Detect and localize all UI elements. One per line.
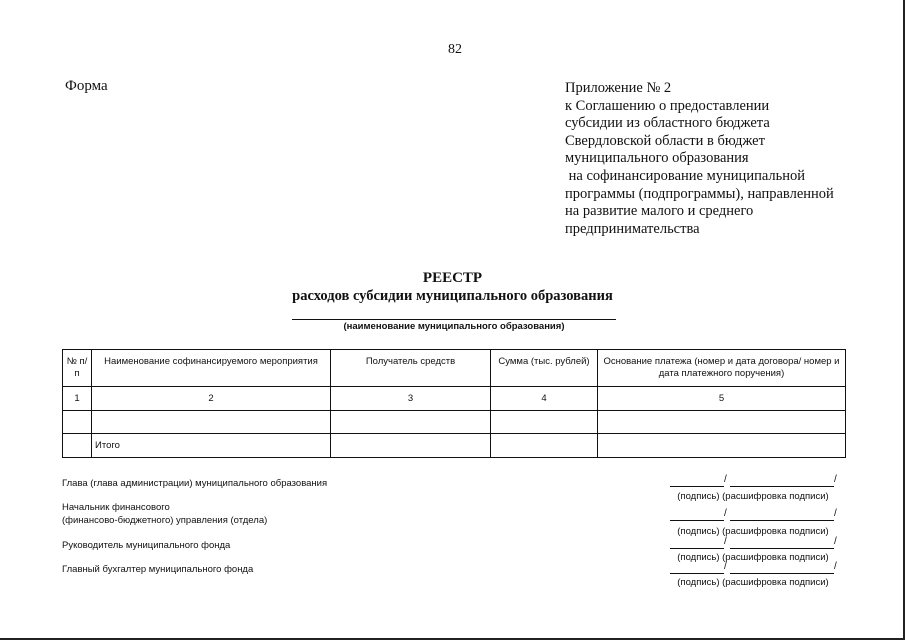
table-cell[interactable] — [92, 411, 331, 434]
column-number: 1 — [63, 387, 92, 411]
table-cell[interactable] — [331, 411, 491, 434]
column-number: 4 — [491, 387, 598, 411]
column-number: 5 — [598, 387, 846, 411]
table-cell[interactable] — [598, 411, 846, 434]
appendix-line: предпринимательства — [565, 220, 700, 237]
table-cell[interactable] — [491, 411, 598, 434]
appendix-line: Свердловской области в бюджет — [565, 132, 765, 149]
header-activity: Наименование софинансируемого мероприятия — [92, 350, 331, 387]
header-payment-basis: Основание платежа (номер и дата договора/ номер и дата платежного поручения) — [598, 350, 846, 387]
signature-caption: (подпись) (расшифровка подписи) — [677, 577, 829, 588]
signature-label: Начальник финансового (финансово-бюджетного) управления (отдела) — [62, 502, 268, 526]
table-cell[interactable] — [63, 411, 92, 434]
column-number: 3 — [331, 387, 491, 411]
registry-table — [62, 349, 846, 458]
column-number: 2 — [92, 387, 331, 411]
signature-caption: (подпись) (расшифровка подписи) — [677, 491, 829, 502]
appendix-line: к Соглашению о предоставлении — [565, 97, 770, 114]
form-label: Форма — [65, 78, 108, 94]
municipality-caption: (наименование муниципального образования) — [343, 321, 565, 332]
signature-label: Глава (глава администрации) муниципального образования — [62, 478, 328, 489]
page-number: 82 — [448, 42, 462, 57]
appendix-line: муниципального образования — [565, 150, 749, 167]
appendix-line: Приложение № 2 — [565, 80, 672, 96]
appendix-line: программы (подпрограммы), направленной — [565, 185, 834, 202]
total-sum-cell[interactable] — [491, 434, 598, 458]
signature-line[interactable]: / / — [670, 512, 834, 521]
table-header-row — [63, 350, 846, 387]
signature-caption: (подпись) (расшифровка подписи) — [677, 526, 829, 537]
signature-label: Руководитель муниципального фонда — [62, 540, 231, 551]
header-recipient: Получатель средств — [331, 350, 491, 387]
table-cell[interactable] — [331, 434, 491, 458]
table-row — [63, 411, 846, 434]
appendix-line: на развитие малого и среднего — [565, 203, 754, 220]
header-number: № п/п — [63, 350, 92, 387]
appendix-line: на софинансирование муниципальной — [565, 167, 806, 184]
header-sum: Сумма (тыс. рублей) — [491, 350, 598, 387]
total-row — [63, 434, 846, 458]
municipality-name-line — [292, 319, 616, 320]
column-number-row — [63, 387, 846, 411]
document-title: РЕЕСТР — [422, 270, 483, 286]
appendix-block — [565, 80, 865, 238]
table-cell — [63, 434, 92, 458]
signature-line[interactable]: / / — [670, 565, 834, 574]
appendix-line: субсидии из областного бюджета — [565, 115, 770, 132]
signature-label: Главный бухгалтер муниципального фонда — [62, 564, 254, 575]
signature-line[interactable]: / / — [670, 478, 834, 487]
total-label: Итого — [92, 434, 331, 458]
signature-caption: (подпись) (расшифровка подписи) — [677, 552, 829, 563]
table-cell[interactable] — [598, 434, 846, 458]
document-subtitle: расходов субсидии муниципального образования — [292, 288, 613, 304]
signature-line[interactable]: / / — [670, 540, 834, 549]
